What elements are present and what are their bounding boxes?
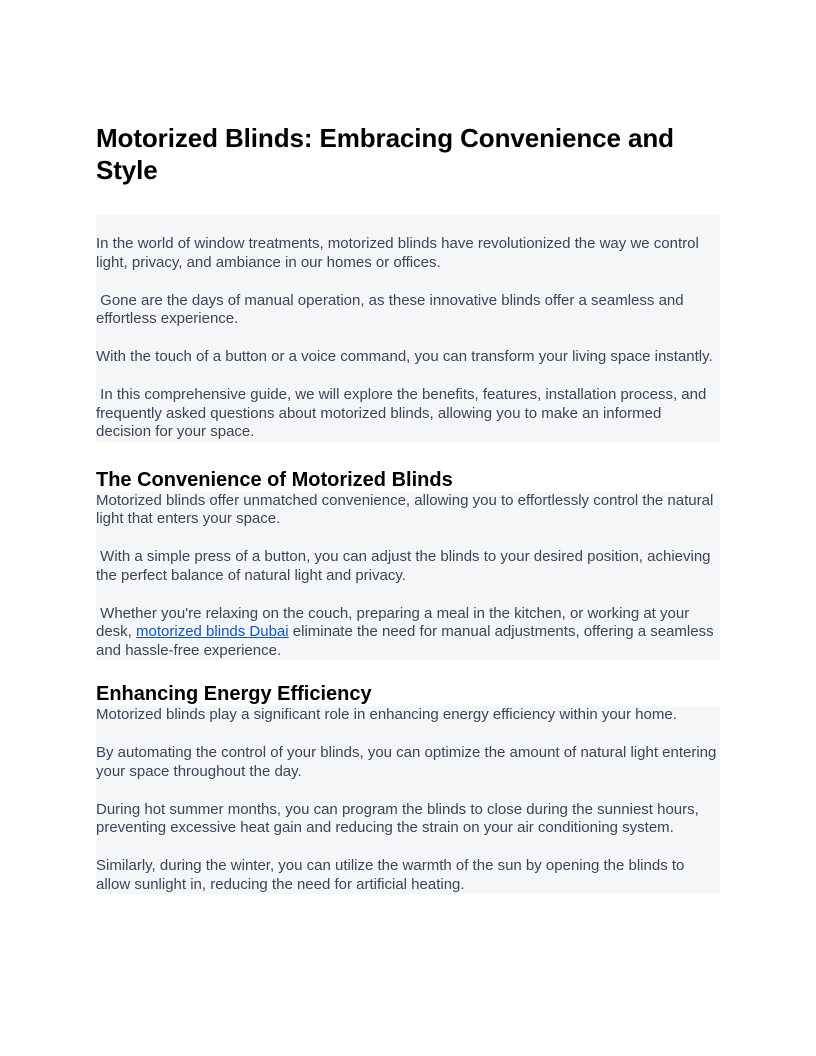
page-title: Motorized Blinds: Embracing Convenience and Style xyxy=(96,123,674,185)
paragraph-text-after-link: eliminate the need for manual adjustments, offering a seamless and hassle-free experience. xyxy=(96,623,718,659)
convenience-heading: The Convenience of Motorized Blinds xyxy=(96,468,453,491)
intro-paragraph: Gone are the days of manual operation, as these innovative blinds offer a seamless and effortless experience. xyxy=(96,291,688,327)
energy-paragraph: Motorized blinds play a significant role in enhancing energy efficiency within your home. xyxy=(96,706,677,723)
energy-paragraph: Similarly, during the winter, you can utilize the warmth of the sun by opening the blinds to allow sunlight in, reducing the need for artificial heating. xyxy=(96,857,689,893)
intro-paragraph: In the world of window treatments, motorized blinds have revolutionized the way we control light, privacy, and ambiance in our homes or offices. xyxy=(96,235,703,271)
intro-section xyxy=(96,215,720,442)
convenience-paragraph-with-link xyxy=(96,605,720,661)
energy-section xyxy=(96,706,720,894)
convenience-section xyxy=(96,492,720,661)
document-page xyxy=(96,122,720,894)
paragraph-text-before-link: Whether you're relaxing on the couch, preparing a meal in the kitchen, or working at your desk, xyxy=(96,604,694,640)
energy-paragraph: By automating the control of your blinds, you can optimize the amount of natural light entering your space throughout the day. xyxy=(96,744,721,780)
intro-paragraph: In this comprehensive guide, we will explore the benefits, features, installation process, and frequently asked questions about motorized blinds, allowing you to make an informed decision for your space. xyxy=(96,386,711,440)
convenience-paragraph: With a simple press of a button, you can adjust the blinds to your desired position, achieving the perfect balance of natural light and privacy. xyxy=(96,548,715,584)
intro-paragraph: With the touch of a button or a voice command, you can transform your living space instantly. xyxy=(96,348,713,365)
motorized-blinds-dubai-link[interactable]: motorized blinds Dubai xyxy=(136,623,289,640)
convenience-paragraph: Motorized blinds offer unmatched convenience, allowing you to effortlessly control the natural light that enters your space. xyxy=(96,491,718,527)
energy-paragraph: During hot summer months, you can program the blinds to close during the sunniest hours, preventing excessive heat gain and reducing the strain on your air conditioning system. xyxy=(96,800,703,836)
energy-heading: Enhancing Energy Efficiency xyxy=(96,683,372,705)
